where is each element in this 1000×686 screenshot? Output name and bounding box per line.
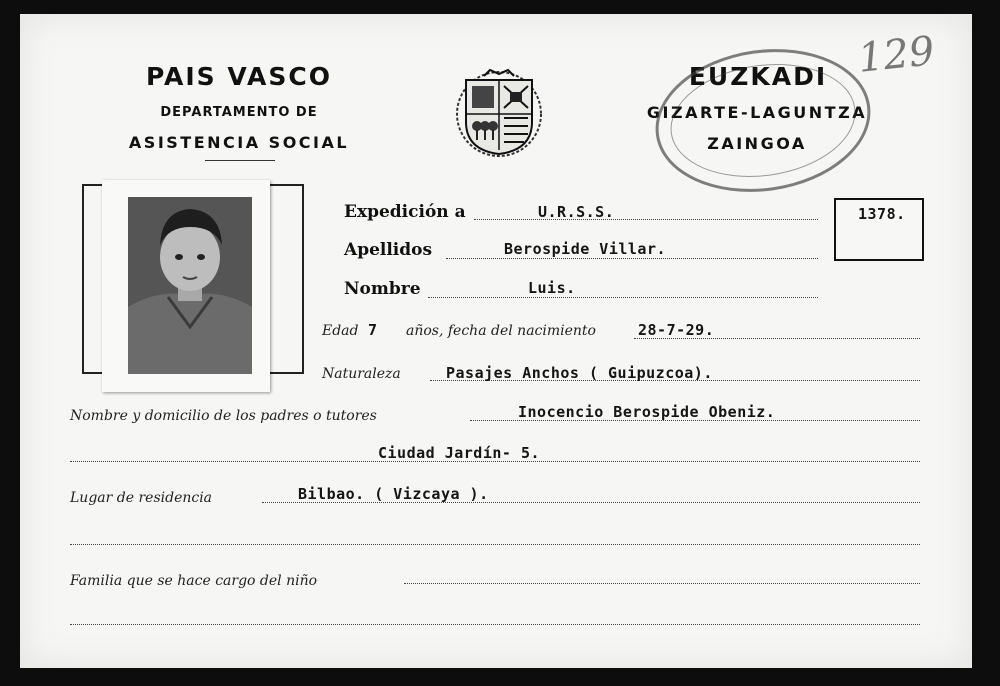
familia-label: Familia que se hace cargo del niño xyxy=(70,573,318,589)
header-right-department: ZAINGOA xyxy=(707,134,807,153)
nombre-value: Luis. xyxy=(528,279,576,297)
card-number-box xyxy=(834,198,924,261)
naturaleza-label: Naturaleza xyxy=(322,366,401,382)
apellidos-label: Apellidos xyxy=(344,240,433,260)
card-number: 1378. xyxy=(858,205,906,223)
coat-of-arms-icon xyxy=(454,66,544,158)
anos-label: años, fecha del nacimiento xyxy=(406,323,596,339)
header-left-subtitle: DEPARTAMENTO DE xyxy=(160,105,318,120)
expedicion-label: Expedición a xyxy=(344,202,466,222)
header-left-department: ASISTENCIA SOCIAL xyxy=(128,133,350,152)
header-left-rule xyxy=(205,160,275,161)
header-right-subtitle: GIZARTE-LAGUNTZA xyxy=(646,103,868,122)
child-photo xyxy=(128,197,252,374)
header-left-title: PAIS VASCO xyxy=(146,62,332,91)
handwritten-number: 129 xyxy=(855,28,937,82)
padres-label: Nombre y domicilio de los padres o tutores xyxy=(70,408,377,424)
padres-value: Inocencio Berospide Obeniz. xyxy=(518,403,776,421)
residencia-label: Lugar de residencia xyxy=(70,490,213,506)
domicilio-value: Ciudad Jardín- 5. xyxy=(378,444,541,462)
residencia-value: Bilbao. ( Vizcaya ). xyxy=(298,485,489,503)
familia-extra-line xyxy=(70,624,920,625)
edad-label: Edad xyxy=(322,323,359,339)
familia-line xyxy=(404,583,920,584)
apellidos-value: Berospide Villar. xyxy=(504,240,667,258)
expedicion-value: U.R.S.S. xyxy=(538,203,615,221)
header-right-title: EUZKADI xyxy=(688,62,828,91)
expedicion-line xyxy=(474,219,818,220)
edad-value: 7 xyxy=(368,321,378,339)
nombre-line xyxy=(428,297,818,298)
fecha-nacimiento-value: 28-7-29. xyxy=(638,321,715,339)
nombre-label: Nombre xyxy=(344,279,421,299)
apellidos-line xyxy=(446,258,818,259)
residencia-extra-line xyxy=(70,544,920,545)
naturaleza-value: Pasajes Anchos ( Guipuzcoa). xyxy=(446,364,713,382)
